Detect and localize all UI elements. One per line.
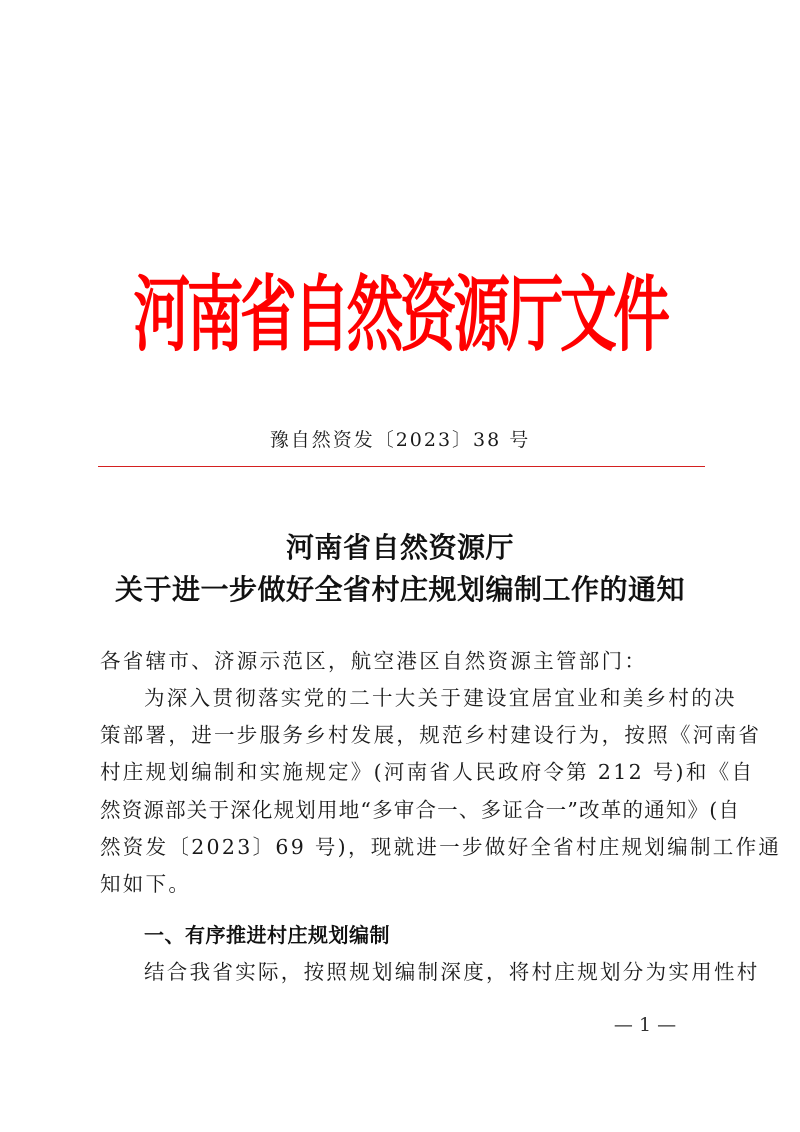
- body-paragraph-line: 然资发〔2023〕69 号)，现就进一步做好全省村庄规划编制工作通: [100, 835, 782, 859]
- body-paragraph-line: 知如下。: [100, 872, 192, 896]
- issuer-banner-text: 河南省自然资源厅文件: [133, 265, 667, 363]
- body-paragraph-line: 策部署，进一步服务乡村发展，规范乡村建设行为，按照《河南省: [100, 723, 762, 747]
- section-1-paragraph-line: 结合我省实际，按照规划编制深度，将村庄规划分为实用性村: [144, 960, 760, 984]
- document-title-line-1: 河南省自然资源厅: [285, 531, 514, 564]
- document-title-line-2: 关于进一步做好全省村庄规划编制工作的通知: [114, 573, 685, 606]
- issuer-banner: [0, 265, 800, 363]
- section-heading-1: 一、有序推进村庄规划编制: [144, 923, 390, 947]
- document-number: 豫自然资发〔2023〕38 号: [269, 429, 531, 451]
- body-paragraph-line: 为深入贯彻落实党的二十大关于建设宜居宜业和美乡村的决: [144, 686, 737, 710]
- body-paragraph-line: 村庄规划编制和实施规定》(河南省人民政府令第 212 号)和《自: [100, 760, 755, 784]
- salutation: 各省辖市、济源示范区，航空港区自然资源主管部门：: [100, 649, 648, 673]
- page-number: — 1 —: [613, 1014, 677, 1036]
- body-paragraph-line: 然资源部关于深化规划用地“多审合一、多证合一”改革的通知》(自: [100, 798, 741, 822]
- red-separator-rule: [98, 466, 705, 467]
